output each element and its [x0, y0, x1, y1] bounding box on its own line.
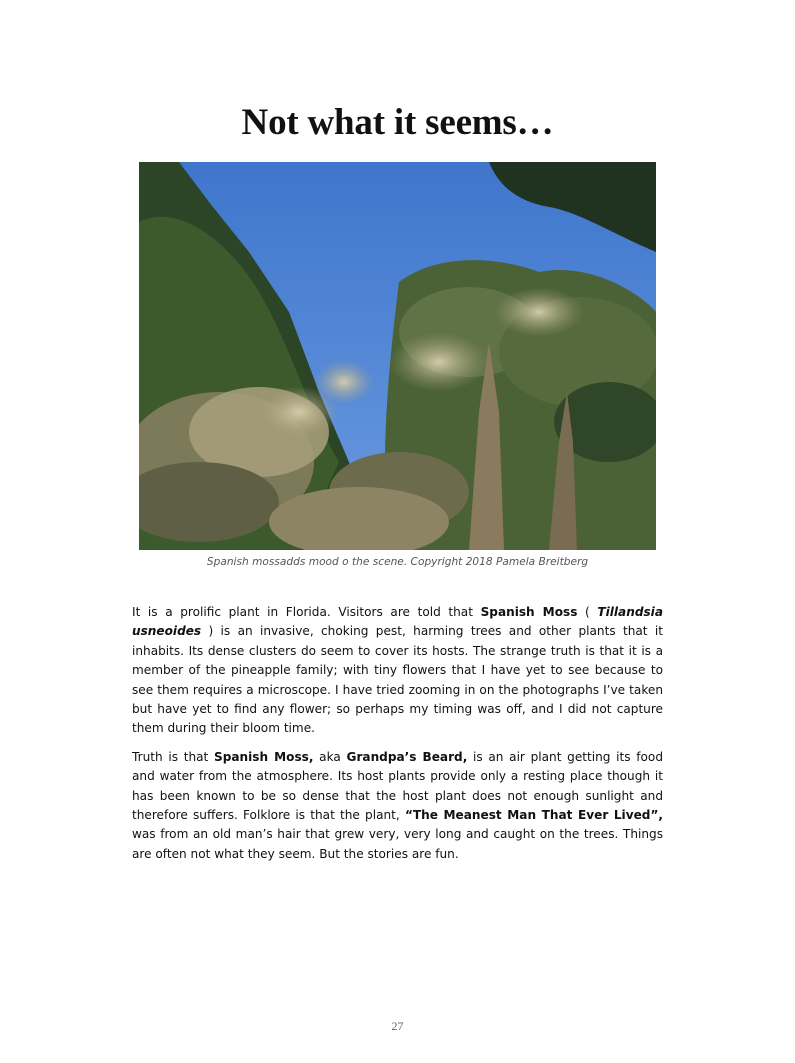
paragraph-2: Truth is that Spanish Moss, aka Grandpa’s Beard, is an air plant getting its food and water from the atmosphere. Its host plants provide only a resting place though it has been known to be so dense that the host plant does not enough sunlight and therefore suffers. Folklore is that the plant, “The Meanest Man That Ever Lived”, was from an old man’s hair that grew very, very long and caught on the trees. Things are often not what they seem. But the stories are fun. [132, 749, 664, 861]
page-number: 27 [391, 1019, 404, 1033]
body-text [132, 603, 663, 873]
page-title: Not what it seems… [241, 102, 554, 143]
photo-illustration [139, 162, 656, 550]
paragraph-1: It is a prolific plant in Florida. Visitors are told that Spanish Moss ( Tillandsia usneoides ) is an invasive, choking pest, harming trees and other plants that it inhabits. Its dense clusters do seem to cover its hosts. The strange truth is that it is a member of the pineapple family; with tiny flowers that I have yet to see because to see them requires a microscope. I have tried zooming in on the photographs I’ve taken but have yet to find any flower; so perhaps my timing was off, and I did not capture them during their bloom time. [132, 605, 663, 736]
photo-trees-spanish-moss [139, 162, 656, 550]
photo-caption: Spanish mossadds mood o the scene. Copyright 2018 Pamela Breitberg [206, 556, 589, 568]
